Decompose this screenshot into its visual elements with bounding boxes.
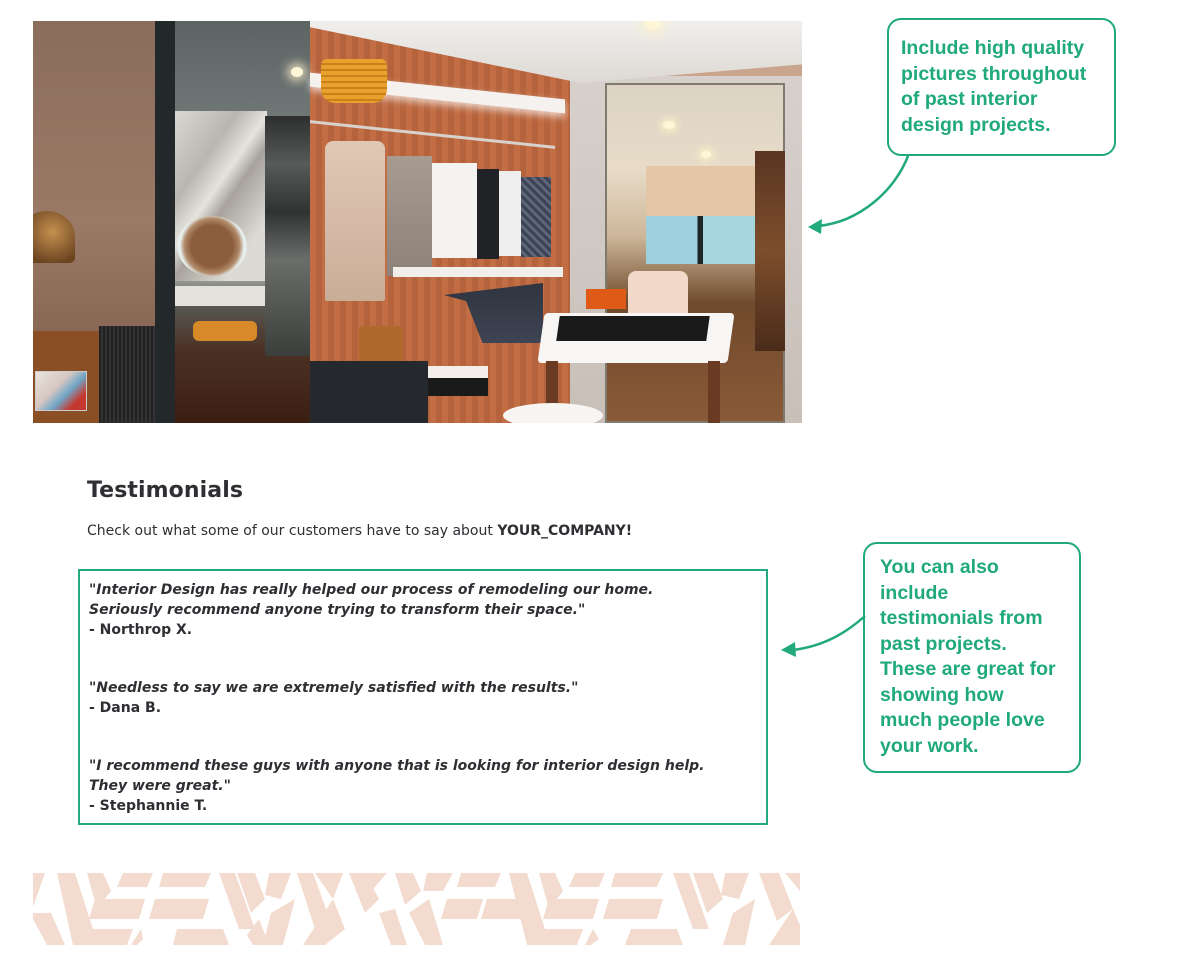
callout-line: include	[880, 581, 949, 604]
photo-leather-bag	[359, 326, 403, 362]
testimonial-item	[89, 580, 766, 640]
testimonial-author: - Dana B.	[89, 700, 162, 716]
testimonial-item	[89, 756, 766, 816]
callout-line: showing how	[880, 683, 1004, 706]
photo-ceiling-light	[663, 121, 675, 129]
photo-basket	[321, 59, 387, 103]
photo-handbag	[628, 271, 688, 319]
photo-drawers	[310, 361, 428, 423]
photo-shirt-grey	[387, 156, 432, 276]
geometric-pattern-icon	[33, 869, 800, 945]
testimonial-item	[89, 678, 766, 718]
photo-orange-box	[586, 289, 626, 309]
arrow-left-icon	[800, 150, 920, 240]
hero-project-photo	[33, 21, 802, 423]
callout-line: Include high quality	[901, 37, 1085, 59]
callout-line: These are great for	[880, 658, 1056, 680]
photo-rug	[503, 403, 603, 423]
callout-line: past projects.	[880, 632, 1007, 655]
photo-dress	[325, 141, 385, 301]
photo-vanity	[175, 286, 275, 306]
testimonial-author: - Stephannie T.	[89, 798, 208, 814]
callout-line: You can also	[880, 556, 999, 578]
photo-plaid-jacket	[521, 177, 551, 257]
photo-shirt-light	[499, 171, 521, 256]
photo-ceiling-light	[701, 151, 711, 158]
callout-line: your work.	[880, 734, 979, 757]
testimonial-quote: Seriously recommend anyone trying to transform their space."	[89, 602, 586, 618]
testimonials-heading: Testimonials	[87, 478, 244, 503]
photo-window	[646, 216, 756, 264]
photo-lower-shelf	[393, 267, 563, 277]
photo-radiator	[99, 326, 155, 423]
photo-shirt-white	[432, 163, 477, 258]
photo-ceiling-light	[291, 67, 303, 77]
intro-text: Check out what some of our customers have to say about	[87, 523, 498, 539]
callout-line: much people love	[880, 709, 1045, 731]
photo-round-mirror	[177, 216, 247, 276]
company-name: YOUR_COMPANY!	[497, 523, 633, 539]
testimonial-quote: "I recommend these guys with anyone that is looking for interior design help.	[89, 758, 705, 774]
photo-table-glass	[556, 316, 710, 341]
callout-testimonials-tip	[863, 542, 1081, 773]
callout-line: testimonials from	[880, 607, 1043, 629]
photo-dark-closet	[265, 116, 310, 356]
testimonial-quote: "Needless to say we are extremely satisfied with the results."	[89, 680, 579, 696]
photo-shoes	[428, 366, 488, 396]
testimonial-quote: They were great."	[89, 778, 231, 794]
photo-book	[35, 371, 87, 411]
callout-line: of past interior	[901, 88, 1038, 110]
photo-jacket-black	[477, 169, 499, 259]
testimonials-intro	[87, 523, 632, 539]
photo-window-blind	[646, 166, 756, 216]
photo-brown-marble	[755, 151, 785, 351]
callout-line: design projects.	[901, 113, 1051, 136]
testimonial-author: - Northrop X.	[89, 622, 193, 638]
callout-photos-tip	[887, 18, 1116, 156]
callout-line: pictures throughout	[901, 62, 1087, 85]
testimonial-quote: "Interior Design has really helped our process of remodeling our home.	[89, 582, 654, 598]
photo-pillar	[155, 21, 175, 423]
arrow-left-icon	[775, 610, 870, 660]
photo-stool	[193, 321, 257, 341]
photo-table-leg	[708, 361, 720, 423]
testimonials-box	[78, 569, 768, 825]
